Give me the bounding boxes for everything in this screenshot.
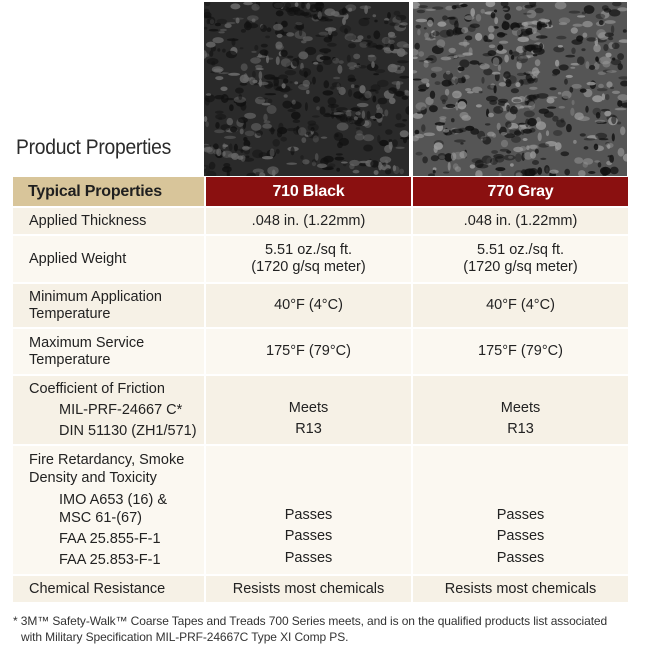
value-line: Meets — [500, 400, 541, 416]
value-line: Passes — [496, 549, 545, 566]
sub-label: IMO A653 (16) & — [59, 492, 167, 508]
header-typical-properties: Typical Properties — [13, 177, 204, 206]
sub-label: MIL-PRF-24667 C* — [59, 401, 183, 418]
cell-value — [411, 374, 628, 444]
row-label — [13, 444, 204, 574]
header-710-black: 710 Black — [204, 177, 411, 206]
sub-label: FAA 25.855-F-1 — [59, 531, 161, 547]
sub-label: MSC 61-(67) — [59, 510, 142, 526]
row-label — [13, 282, 204, 327]
value-line: (1720 g/sq meter) — [463, 259, 578, 275]
product-properties-table — [13, 177, 628, 602]
label-line: Temperature — [29, 305, 111, 322]
label-line: Fire Retardancy, Smoke — [29, 452, 185, 468]
cell-value: 40°F (4°C) — [411, 282, 628, 327]
label-line: Density and Toxicity — [29, 470, 157, 486]
value-line: Passes — [496, 506, 545, 523]
table-header-row — [13, 177, 628, 206]
table-row — [13, 327, 628, 374]
table-row — [13, 282, 628, 327]
sub-label: FAA 25.853-F-1 — [59, 552, 161, 568]
label-line: Coefficient of Friction — [29, 380, 165, 397]
sub-label: DIN 51130 (ZH1/571) — [59, 422, 197, 439]
cell-value — [411, 444, 628, 574]
footnote — [13, 613, 643, 645]
label-line: Maximum Service — [29, 334, 145, 351]
cell-value: 175°F (79°C) — [204, 327, 411, 374]
value-line: R13 — [295, 421, 322, 437]
value-line: 5.51 oz./sq ft. — [476, 242, 565, 258]
table-row — [13, 444, 628, 574]
footnote-line: with Military Specification MIL-PRF-24667C Type XI Comp PS. — [21, 630, 349, 644]
footnote-line: * 3M™ Safety-Walk™ Coarse Tapes and Treads 700 Series meets, and is on the qualified products list associated — [13, 614, 608, 628]
value-line: (1720 g/sq meter) — [251, 259, 366, 275]
cell-value: .048 in. (1.22mm) — [411, 206, 628, 234]
table-row — [13, 234, 628, 282]
label-line: Temperature — [29, 351, 111, 368]
row-label — [13, 374, 204, 444]
cell-value — [204, 374, 411, 444]
cell-value: 40°F (4°C) — [204, 282, 411, 327]
value-line: Meets — [288, 400, 329, 416]
cell-value — [411, 234, 628, 282]
cell-value — [204, 234, 411, 282]
cell-value: .048 in. (1.22mm) — [204, 206, 411, 234]
table-row — [13, 574, 628, 602]
row-label: Applied Thickness — [13, 206, 204, 234]
row-label: Chemical Resistance — [13, 574, 204, 602]
black-texture-swatch-image — [204, 2, 409, 176]
table-row — [13, 374, 628, 444]
value-line: Passes — [284, 549, 333, 566]
cell-value: 175°F (79°C) — [411, 327, 628, 374]
value-line: Passes — [284, 506, 333, 523]
value-line: Passes — [284, 528, 333, 544]
cell-value: Resists most chemicals — [411, 574, 628, 602]
value-line: R13 — [507, 421, 534, 437]
row-label — [13, 327, 204, 374]
header-770-gray: 770 Gray — [411, 177, 628, 206]
gray-texture-swatch-image — [413, 2, 627, 176]
value-line: Passes — [496, 528, 545, 544]
cell-value — [204, 444, 411, 574]
cell-value: Resists most chemicals — [204, 574, 411, 602]
page-title: Product Properties — [16, 136, 172, 159]
value-line: 5.51 oz./sq ft. — [264, 242, 353, 258]
row-label: Applied Weight — [13, 234, 204, 282]
label-line: Minimum Application — [29, 288, 162, 305]
table-row — [13, 206, 628, 234]
